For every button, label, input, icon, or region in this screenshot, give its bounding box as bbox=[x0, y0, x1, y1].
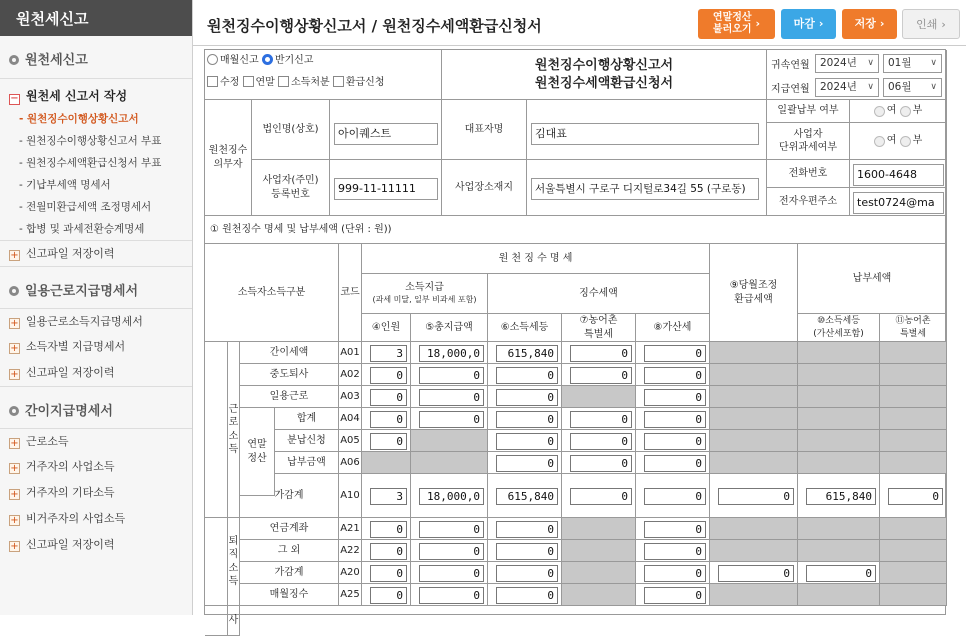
expand-icon: + bbox=[10, 250, 19, 261]
sidebar-file-history-3[interactable]: + 신고파일 저장이력 bbox=[10, 538, 115, 552]
sidebar-labor-income[interactable]: + 근로소득 bbox=[0, 428, 192, 454]
table-cell bbox=[562, 540, 636, 562]
email-input[interactable]: test0724@ma bbox=[853, 192, 944, 214]
sidebar-subsection-report[interactable]: − 원천세 신고서 작성 bbox=[0, 78, 192, 108]
row-code: A02 bbox=[339, 364, 362, 386]
sidebar-nonresident-business[interactable]: + 비거주자의 사업소득 bbox=[10, 512, 126, 526]
table-cell bbox=[710, 518, 798, 540]
amount-input[interactable]: 0 bbox=[370, 367, 407, 384]
amount-input[interactable]: 0 bbox=[570, 455, 632, 472]
year-end-checkbox[interactable]: 연말 bbox=[243, 77, 275, 88]
group-retirement-income: 퇴 직 소 득 bbox=[228, 518, 240, 606]
pay-period-label: 지급연월 bbox=[771, 84, 810, 95]
period-label: 귀속연월 bbox=[771, 60, 810, 71]
amount-input[interactable]: 0 bbox=[496, 565, 558, 582]
sidebar-file-history-2[interactable]: + 신고파일 저장이력 bbox=[10, 366, 115, 380]
amount-input[interactable]: 0 bbox=[644, 411, 706, 428]
phone-input[interactable]: 1600-4648 bbox=[853, 164, 944, 186]
row-label: 중도퇴사 bbox=[240, 364, 339, 386]
amount-input[interactable]: 0 bbox=[496, 389, 558, 406]
period-month-select[interactable]: 01월 ∨ bbox=[883, 54, 942, 73]
table-cell bbox=[798, 518, 880, 540]
chevron-down-icon: ∨ bbox=[867, 82, 874, 92]
table-cell bbox=[880, 342, 947, 364]
table-cell bbox=[880, 540, 947, 562]
amount-input[interactable]: 0 bbox=[806, 565, 876, 582]
unit-tax-radios[interactable]: 여 부 bbox=[850, 123, 947, 160]
table-cell bbox=[880, 518, 947, 540]
amount-input[interactable]: 615,840 bbox=[496, 345, 558, 362]
col-withholding: 징수세액 bbox=[488, 274, 710, 314]
col-code: 코드 bbox=[339, 244, 362, 342]
amount-input[interactable]: 0 bbox=[570, 488, 632, 505]
amount-input[interactable]: 0 bbox=[496, 521, 558, 538]
table-cell bbox=[880, 452, 947, 474]
sidebar-daily-labor-statement[interactable]: + 일용근로소득지급명세서 bbox=[0, 308, 192, 334]
amount-input[interactable]: 0 bbox=[644, 389, 706, 406]
chevron-right-icon: › bbox=[755, 17, 761, 30]
amount-input[interactable]: 0 bbox=[644, 488, 706, 505]
col-income-tax: ⑥소득세등 bbox=[488, 314, 562, 342]
row-code: A06 bbox=[339, 452, 362, 474]
table-cell bbox=[798, 342, 880, 364]
sidebar-resident-other[interactable]: + 거주자의 기타소득 bbox=[10, 486, 115, 500]
amount-input[interactable]: 0 bbox=[419, 521, 484, 538]
amount-input[interactable]: 0 bbox=[370, 521, 407, 538]
report-form bbox=[204, 49, 946, 626]
chevron-right-icon: › bbox=[818, 17, 824, 30]
sidebar-link-merger[interactable]: - 합병 및 과세전환승계명세 bbox=[19, 223, 145, 235]
amount-input[interactable]: 0 bbox=[888, 488, 943, 505]
table-cell bbox=[798, 408, 880, 430]
table-cell bbox=[710, 386, 798, 408]
ceo-input[interactable]: 김대표 bbox=[531, 123, 759, 145]
col-category: 소득자소득구분 bbox=[205, 244, 339, 342]
amount-input[interactable]: 0 bbox=[644, 367, 706, 384]
table-cell bbox=[880, 408, 947, 430]
table-cell bbox=[880, 430, 947, 452]
amount-input[interactable]: 0 bbox=[496, 433, 558, 450]
withholder-label: 원천징수 의무자 bbox=[205, 100, 252, 216]
row-label: 가감계 bbox=[240, 474, 339, 518]
amount-input[interactable]: 0 bbox=[370, 389, 407, 406]
table-cell bbox=[710, 342, 798, 364]
amount-input[interactable]: 0 bbox=[644, 521, 706, 538]
refund-checkbox[interactable]: 환급신청 bbox=[333, 77, 385, 88]
amount-input[interactable]: 0 bbox=[370, 411, 407, 428]
sidebar-brand: 원천세신고 bbox=[0, 0, 192, 36]
amount-input[interactable]: 0 bbox=[370, 543, 407, 560]
chevron-down-icon: ∨ bbox=[930, 58, 937, 68]
col-rural-tax: ⑦농어촌 특별세 bbox=[562, 314, 636, 342]
table-cell bbox=[710, 540, 798, 562]
corp-name-label: 법인명(상호) bbox=[252, 100, 330, 160]
chevron-right-icon: › bbox=[941, 18, 946, 31]
amount-input[interactable]: 0 bbox=[496, 587, 558, 604]
amount-input[interactable]: 3 bbox=[370, 488, 407, 505]
amount-input[interactable]: 0 bbox=[419, 367, 484, 384]
amount-input[interactable]: 0 bbox=[570, 411, 632, 428]
circle-bullet-icon bbox=[9, 286, 19, 296]
amount-input[interactable]: 615,840 bbox=[496, 488, 558, 505]
address-label: 사업장소재지 bbox=[442, 160, 527, 216]
expand-icon: + bbox=[10, 318, 19, 329]
print-button[interactable]: 인쇄 › bbox=[902, 9, 960, 39]
expand-icon: + bbox=[10, 541, 19, 552]
col-additional-tax: ⑧가산세 bbox=[636, 314, 710, 342]
table-cell bbox=[798, 584, 880, 606]
amount-input[interactable]: 0 bbox=[419, 565, 484, 582]
circle-bullet-icon bbox=[9, 406, 19, 416]
table-cell bbox=[562, 518, 636, 540]
table-cell bbox=[362, 452, 411, 474]
col-pay-tax: 납부세액 bbox=[798, 244, 947, 314]
table-cell bbox=[798, 430, 880, 452]
pay-year-select[interactable]: 2024년 ∨ bbox=[815, 78, 879, 97]
expand-icon: + bbox=[10, 463, 19, 474]
group-business-income: 사 bbox=[228, 606, 240, 636]
collapse-icon: − bbox=[10, 93, 19, 104]
chevron-down-icon: ∨ bbox=[867, 58, 874, 68]
sidebar-link-prepaid-tax[interactable]: - 기납부세액 명세서 bbox=[19, 179, 111, 191]
chevron-right-icon: › bbox=[879, 17, 885, 30]
topbar bbox=[193, 0, 966, 46]
close-button[interactable]: 마감 › bbox=[781, 9, 836, 39]
income-disposal-checkbox[interactable]: 소득처분 bbox=[278, 77, 330, 88]
email-label: 전자우편주소 bbox=[767, 188, 850, 216]
table-cell bbox=[562, 386, 636, 408]
table-cell bbox=[798, 386, 880, 408]
expand-icon: + bbox=[10, 438, 19, 449]
amount-input[interactable]: 0 bbox=[419, 587, 484, 604]
sidebar bbox=[0, 0, 193, 615]
amount-input[interactable]: 18,000,0 bbox=[419, 488, 484, 505]
table-cell bbox=[411, 452, 488, 474]
bulk-pay-radios[interactable]: 여 부 bbox=[850, 100, 947, 123]
row-code: A10 bbox=[339, 474, 362, 518]
row-code: A21 bbox=[339, 518, 362, 540]
amount-input[interactable]: 0 bbox=[644, 543, 706, 560]
amount-input[interactable]: 0 bbox=[718, 488, 794, 505]
phone-label: 전화번호 bbox=[767, 160, 850, 188]
row-code: A01 bbox=[339, 342, 362, 364]
address-input[interactable]: 서울특별시 구로구 디지털로34길 55 (구로동) bbox=[531, 178, 759, 200]
chevron-down-icon: ∨ bbox=[930, 82, 937, 92]
amount-input[interactable]: 0 bbox=[496, 455, 558, 472]
table-cell bbox=[880, 584, 947, 606]
monthly-radio[interactable]: 매월신고 bbox=[207, 55, 259, 66]
sidebar-link-refund-appendix[interactable]: - 원천징수세액환급신청서 부표 bbox=[19, 157, 162, 169]
amount-input[interactable]: 0 bbox=[419, 389, 484, 406]
reg-no-label: 사업자(주민) 등록번호 bbox=[252, 160, 330, 216]
expand-icon: + bbox=[10, 369, 19, 380]
sidebar-section-simple-statement[interactable]: 간이지급명세서 bbox=[0, 386, 192, 428]
page-title: 원천징수이행상황신고서 / 원천징수세액환급신청서 bbox=[207, 17, 542, 35]
col-adjust-refund: ⑨당월조정 환급세액 bbox=[710, 244, 798, 342]
row-label: 분납신청 bbox=[275, 430, 339, 452]
amount-input[interactable]: 0 bbox=[370, 433, 407, 450]
amount-input[interactable]: 0 bbox=[570, 433, 632, 450]
expand-icon: + bbox=[10, 343, 19, 354]
table-cell bbox=[562, 584, 636, 606]
amount-input[interactable]: 0 bbox=[644, 433, 706, 450]
amount-input[interactable]: 0 bbox=[718, 565, 794, 582]
row-label: 매월징수 bbox=[240, 584, 339, 606]
sidebar-section-daily-labor[interactable]: 일용근로지급명세서 bbox=[0, 266, 192, 308]
reg-no-input[interactable]: 999-11-11111 bbox=[334, 178, 438, 200]
col-pay-income-tax: ⑩소득세등 (가산세포함) bbox=[798, 314, 880, 342]
table-cell bbox=[710, 584, 798, 606]
amount-input[interactable]: 18,000,0 bbox=[419, 345, 484, 362]
row-label: 그 외 bbox=[240, 540, 339, 562]
sidebar-link-status-appendix[interactable]: - 원천징수이행상황신고서 부표 bbox=[19, 135, 162, 147]
sidebar-per-earner-statement[interactable]: + 소득자별 지급명세서 bbox=[10, 340, 126, 354]
sidebar-link-status-report[interactable]: - 원천징수이행상황신고서 bbox=[19, 113, 139, 125]
amount-input[interactable]: 0 bbox=[496, 411, 558, 428]
amount-input[interactable]: 0 bbox=[419, 411, 484, 428]
amount-input[interactable]: 3 bbox=[370, 345, 407, 362]
row-label: 연금계좌 bbox=[240, 518, 339, 540]
circle-bullet-icon bbox=[9, 55, 19, 65]
load-year-end-button[interactable]: 연말정산 불러오기 › bbox=[698, 9, 775, 39]
amount-input[interactable]: 0 bbox=[370, 565, 407, 582]
pay-month-select[interactable]: 06월 ∨ bbox=[883, 78, 942, 97]
corp-name-input[interactable]: 아이퀘스트 bbox=[334, 123, 438, 145]
expand-icon: + bbox=[10, 489, 19, 500]
sidebar-resident-business[interactable]: + 거주자의 사업소득 bbox=[10, 460, 115, 474]
amount-input[interactable]: 0 bbox=[644, 455, 706, 472]
sidebar-link-prior-refund[interactable]: - 전월미환급세액 조정명세서 bbox=[19, 201, 152, 213]
row-code: A03 bbox=[339, 386, 362, 408]
table-cell bbox=[798, 452, 880, 474]
group-labor-income: 근 로 소 득 bbox=[228, 342, 240, 518]
table-cell bbox=[880, 364, 947, 386]
amount-input[interactable]: 0 bbox=[370, 587, 407, 604]
row-code: A20 bbox=[339, 562, 362, 584]
row-label: 납부금액 bbox=[275, 452, 339, 474]
table-cell bbox=[710, 452, 798, 474]
bulk-pay-label: 일괄납부 여부 bbox=[767, 100, 850, 123]
row-code: A25 bbox=[339, 584, 362, 606]
amount-input[interactable]: 615,840 bbox=[806, 488, 876, 505]
amount-input[interactable]: 0 bbox=[496, 367, 558, 384]
row-label: 간이세액 bbox=[240, 342, 339, 364]
col-pay-rural-tax: ⑪농어촌 특별세 bbox=[880, 314, 947, 342]
row-code: A05 bbox=[339, 430, 362, 452]
amend-checkbox[interactable]: 수정 bbox=[207, 77, 239, 88]
table-cell bbox=[710, 364, 798, 386]
report-type-box bbox=[205, 50, 442, 100]
unit-tax-label: 사업자 단위과세여부 bbox=[767, 123, 850, 160]
row-label: 일용근로 bbox=[240, 386, 339, 408]
ceo-label: 대표자명 bbox=[442, 100, 527, 160]
amount-input[interactable]: 0 bbox=[419, 543, 484, 560]
row-code: A22 bbox=[339, 540, 362, 562]
table-cell bbox=[880, 562, 947, 584]
amount-input[interactable]: 0 bbox=[570, 367, 632, 384]
col-count: ④인원 bbox=[362, 314, 411, 342]
amount-input[interactable]: 0 bbox=[644, 587, 706, 604]
table-cell bbox=[798, 540, 880, 562]
period-year-select[interactable]: 2024년 ∨ bbox=[815, 54, 879, 73]
amount-input[interactable]: 0 bbox=[570, 345, 632, 362]
table-cell bbox=[710, 430, 798, 452]
table-cell bbox=[798, 364, 880, 386]
year-end-group-label: 연말 정산 bbox=[240, 408, 275, 496]
row-label: 합계 bbox=[275, 408, 339, 430]
section-title: ① 원천징수 명세 및 납부세액 (단위 : 원)) bbox=[205, 216, 947, 244]
table-cell bbox=[562, 562, 636, 584]
table-cell bbox=[710, 408, 798, 430]
amount-input[interactable]: 0 bbox=[644, 345, 706, 362]
row-label: 가감계 bbox=[240, 562, 339, 584]
col-total-pay: ⑤총지급액 bbox=[411, 314, 488, 342]
sidebar-file-history-1[interactable]: + 신고파일 저장이력 bbox=[0, 240, 192, 266]
save-button[interactable]: 저장 › bbox=[842, 9, 897, 39]
col-payment: 소득지급 (과세 미달, 일부 비과세 포함) bbox=[362, 274, 488, 314]
amount-input[interactable]: 0 bbox=[644, 565, 706, 582]
semiannual-radio[interactable]: 반기신고 bbox=[262, 55, 314, 66]
table-cell bbox=[411, 430, 488, 452]
sidebar-section-withholding[interactable]: 원천세신고 bbox=[0, 36, 192, 78]
amount-input[interactable]: 0 bbox=[496, 543, 558, 560]
expand-icon: + bbox=[10, 515, 19, 526]
row-code: A04 bbox=[339, 408, 362, 430]
document-title: 원천징수이행상황신고서 원천징수세액환급신청서 bbox=[442, 50, 767, 100]
main-content bbox=[193, 0, 966, 626]
table-cell bbox=[880, 386, 947, 408]
col-group-main: 원 천 징 수 명 세 bbox=[362, 244, 710, 274]
